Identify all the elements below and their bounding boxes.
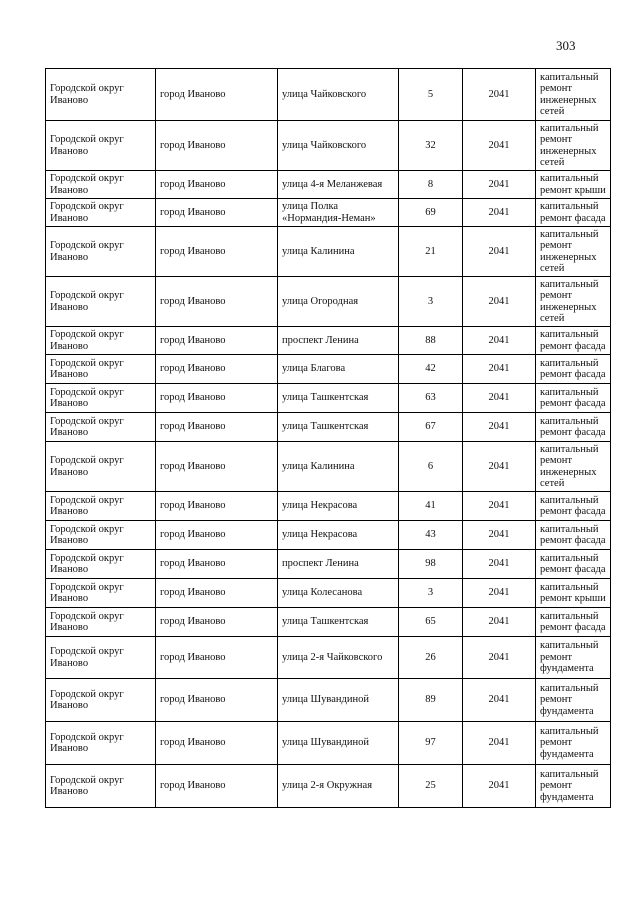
table-row <box>46 171 611 199</box>
table-row <box>46 327 611 355</box>
cell-year: 2041 <box>463 277 536 327</box>
table-row <box>46 765 611 808</box>
cell-work-type: капитальный ремонт фасада <box>536 608 611 637</box>
cell-work-type: капитальный ремонт фасада <box>536 550 611 579</box>
table-row <box>46 637 611 679</box>
cell-house-number: 26 <box>399 637 463 679</box>
cell-okrug: Городской округ Иваново <box>46 492 156 521</box>
cell-year: 2041 <box>463 579 536 608</box>
cell-house-number: 67 <box>399 413 463 442</box>
cell-okrug: Городской округ Иваново <box>46 679 156 722</box>
cell-house-number: 43 <box>399 521 463 550</box>
cell-street: улица Ташкентская <box>278 413 399 442</box>
cell-city: город Иваново <box>156 327 278 355</box>
cell-street: улица 2-я Чайковского <box>278 637 399 679</box>
cell-okrug: Городской округ Иваново <box>46 413 156 442</box>
cell-okrug: Городской округ Иваново <box>46 355 156 384</box>
table-row <box>46 69 611 121</box>
cell-year: 2041 <box>463 492 536 521</box>
table-row <box>46 355 611 384</box>
cell-work-type: капитальный ремонт фасада <box>536 492 611 521</box>
cell-city: город Иваново <box>156 608 278 637</box>
cell-street: улица 4-я Меланжевая <box>278 171 399 199</box>
cell-street: улица Некрасова <box>278 492 399 521</box>
table-row <box>46 550 611 579</box>
cell-house-number: 8 <box>399 171 463 199</box>
cell-street: улица Благова <box>278 355 399 384</box>
table-row <box>46 199 611 227</box>
cell-street: улица Шувандиной <box>278 679 399 722</box>
cell-work-type: капитальный ремонт инженерных сетей <box>536 277 611 327</box>
cell-street: улица Калинина <box>278 442 399 492</box>
cell-okrug: Городской округ Иваново <box>46 637 156 679</box>
cell-year: 2041 <box>463 327 536 355</box>
cell-okrug: Городской округ Иваново <box>46 227 156 277</box>
cell-year: 2041 <box>463 550 536 579</box>
cell-city: город Иваново <box>156 637 278 679</box>
cell-city: город Иваново <box>156 355 278 384</box>
cell-house-number: 3 <box>399 277 463 327</box>
cell-house-number: 89 <box>399 679 463 722</box>
cell-house-number: 41 <box>399 492 463 521</box>
cell-year: 2041 <box>463 171 536 199</box>
cell-street: улица Полка «Нормандия-Неман» <box>278 199 399 227</box>
cell-work-type: капитальный ремонт фасада <box>536 384 611 413</box>
cell-house-number: 5 <box>399 69 463 121</box>
cell-work-type: капитальный ремонт инженерных сетей <box>536 442 611 492</box>
cell-year: 2041 <box>463 199 536 227</box>
cell-year: 2041 <box>463 765 536 808</box>
table-row <box>46 442 611 492</box>
cell-year: 2041 <box>463 637 536 679</box>
cell-year: 2041 <box>463 442 536 492</box>
cell-street: улица Чайковского <box>278 69 399 121</box>
cell-year: 2041 <box>463 521 536 550</box>
table-row <box>46 492 611 521</box>
cell-house-number: 21 <box>399 227 463 277</box>
cell-city: город Иваново <box>156 227 278 277</box>
cell-street: улица Ташкентская <box>278 608 399 637</box>
cell-city: город Иваново <box>156 384 278 413</box>
cell-year: 2041 <box>463 227 536 277</box>
cell-okrug: Городской округ Иваново <box>46 442 156 492</box>
cell-okrug: Городской округ Иваново <box>46 171 156 199</box>
repair-schedule-table <box>45 68 611 808</box>
cell-work-type: капитальный ремонт фасада <box>536 355 611 384</box>
cell-city: город Иваново <box>156 550 278 579</box>
cell-work-type: капитальный ремонт фундамента <box>536 679 611 722</box>
cell-city: город Иваново <box>156 413 278 442</box>
cell-okrug: Городской округ Иваново <box>46 579 156 608</box>
cell-okrug: Городской округ Иваново <box>46 199 156 227</box>
cell-okrug: Городской округ Иваново <box>46 277 156 327</box>
cell-street: проспект Ленина <box>278 327 399 355</box>
cell-city: город Иваново <box>156 69 278 121</box>
cell-work-type: капитальный ремонт инженерных сетей <box>536 69 611 121</box>
table-body <box>46 69 611 808</box>
cell-work-type: капитальный ремонт фасада <box>536 327 611 355</box>
table-row <box>46 121 611 171</box>
cell-house-number: 98 <box>399 550 463 579</box>
cell-street: улица 2-я Окружная <box>278 765 399 808</box>
cell-city: город Иваново <box>156 765 278 808</box>
cell-street: улица Некрасова <box>278 521 399 550</box>
cell-house-number: 65 <box>399 608 463 637</box>
cell-street: улица Калинина <box>278 227 399 277</box>
cell-house-number: 88 <box>399 327 463 355</box>
cell-work-type: капитальный ремонт инженерных сетей <box>536 227 611 277</box>
cell-house-number: 97 <box>399 722 463 765</box>
cell-house-number: 6 <box>399 442 463 492</box>
cell-city: город Иваново <box>156 442 278 492</box>
cell-work-type: капитальный ремонт фасада <box>536 199 611 227</box>
cell-city: город Иваново <box>156 579 278 608</box>
cell-house-number: 63 <box>399 384 463 413</box>
cell-okrug: Городской округ Иваново <box>46 327 156 355</box>
cell-street: улица Колесанова <box>278 579 399 608</box>
cell-house-number: 25 <box>399 765 463 808</box>
cell-year: 2041 <box>463 722 536 765</box>
table-row <box>46 579 611 608</box>
cell-okrug: Городской округ Иваново <box>46 608 156 637</box>
table-row <box>46 413 611 442</box>
table-row <box>46 608 611 637</box>
cell-work-type: капитальный ремонт фасада <box>536 413 611 442</box>
cell-year: 2041 <box>463 413 536 442</box>
cell-work-type: капитальный ремонт крыши <box>536 579 611 608</box>
cell-city: город Иваново <box>156 121 278 171</box>
cell-city: город Иваново <box>156 679 278 722</box>
cell-work-type: капитальный ремонт фундамента <box>536 765 611 808</box>
cell-street: проспект Ленина <box>278 550 399 579</box>
cell-year: 2041 <box>463 69 536 121</box>
cell-okrug: Городской округ Иваново <box>46 121 156 171</box>
cell-work-type: капитальный ремонт фундамента <box>536 722 611 765</box>
cell-work-type: капитальный ремонт крыши <box>536 171 611 199</box>
cell-city: город Иваново <box>156 722 278 765</box>
table-row <box>46 521 611 550</box>
cell-okrug: Городской округ Иваново <box>46 521 156 550</box>
cell-street: улица Огородная <box>278 277 399 327</box>
cell-work-type: капитальный ремонт фасада <box>536 521 611 550</box>
cell-year: 2041 <box>463 679 536 722</box>
cell-okrug: Городской округ Иваново <box>46 765 156 808</box>
cell-house-number: 42 <box>399 355 463 384</box>
cell-okrug: Городской округ Иваново <box>46 69 156 121</box>
cell-city: город Иваново <box>156 521 278 550</box>
cell-city: город Иваново <box>156 492 278 521</box>
page-number: 303 <box>556 38 576 53</box>
cell-street: улица Чайковского <box>278 121 399 171</box>
cell-okrug: Городской округ Иваново <box>46 384 156 413</box>
cell-street: улица Шувандиной <box>278 722 399 765</box>
table-row <box>46 384 611 413</box>
cell-work-type: капитальный ремонт фундамента <box>536 637 611 679</box>
table-row <box>46 277 611 327</box>
cell-city: город Иваново <box>156 199 278 227</box>
cell-work-type: капитальный ремонт инженерных сетей <box>536 121 611 171</box>
table-row <box>46 679 611 722</box>
cell-year: 2041 <box>463 121 536 171</box>
cell-year: 2041 <box>463 355 536 384</box>
cell-okrug: Городской округ Иваново <box>46 550 156 579</box>
cell-house-number: 69 <box>399 199 463 227</box>
table-row <box>46 227 611 277</box>
cell-street: улица Ташкентская <box>278 384 399 413</box>
cell-house-number: 3 <box>399 579 463 608</box>
cell-okrug: Городской округ Иваново <box>46 722 156 765</box>
cell-city: город Иваново <box>156 171 278 199</box>
cell-city: город Иваново <box>156 277 278 327</box>
cell-year: 2041 <box>463 384 536 413</box>
cell-house-number: 32 <box>399 121 463 171</box>
cell-year: 2041 <box>463 608 536 637</box>
table-row <box>46 722 611 765</box>
